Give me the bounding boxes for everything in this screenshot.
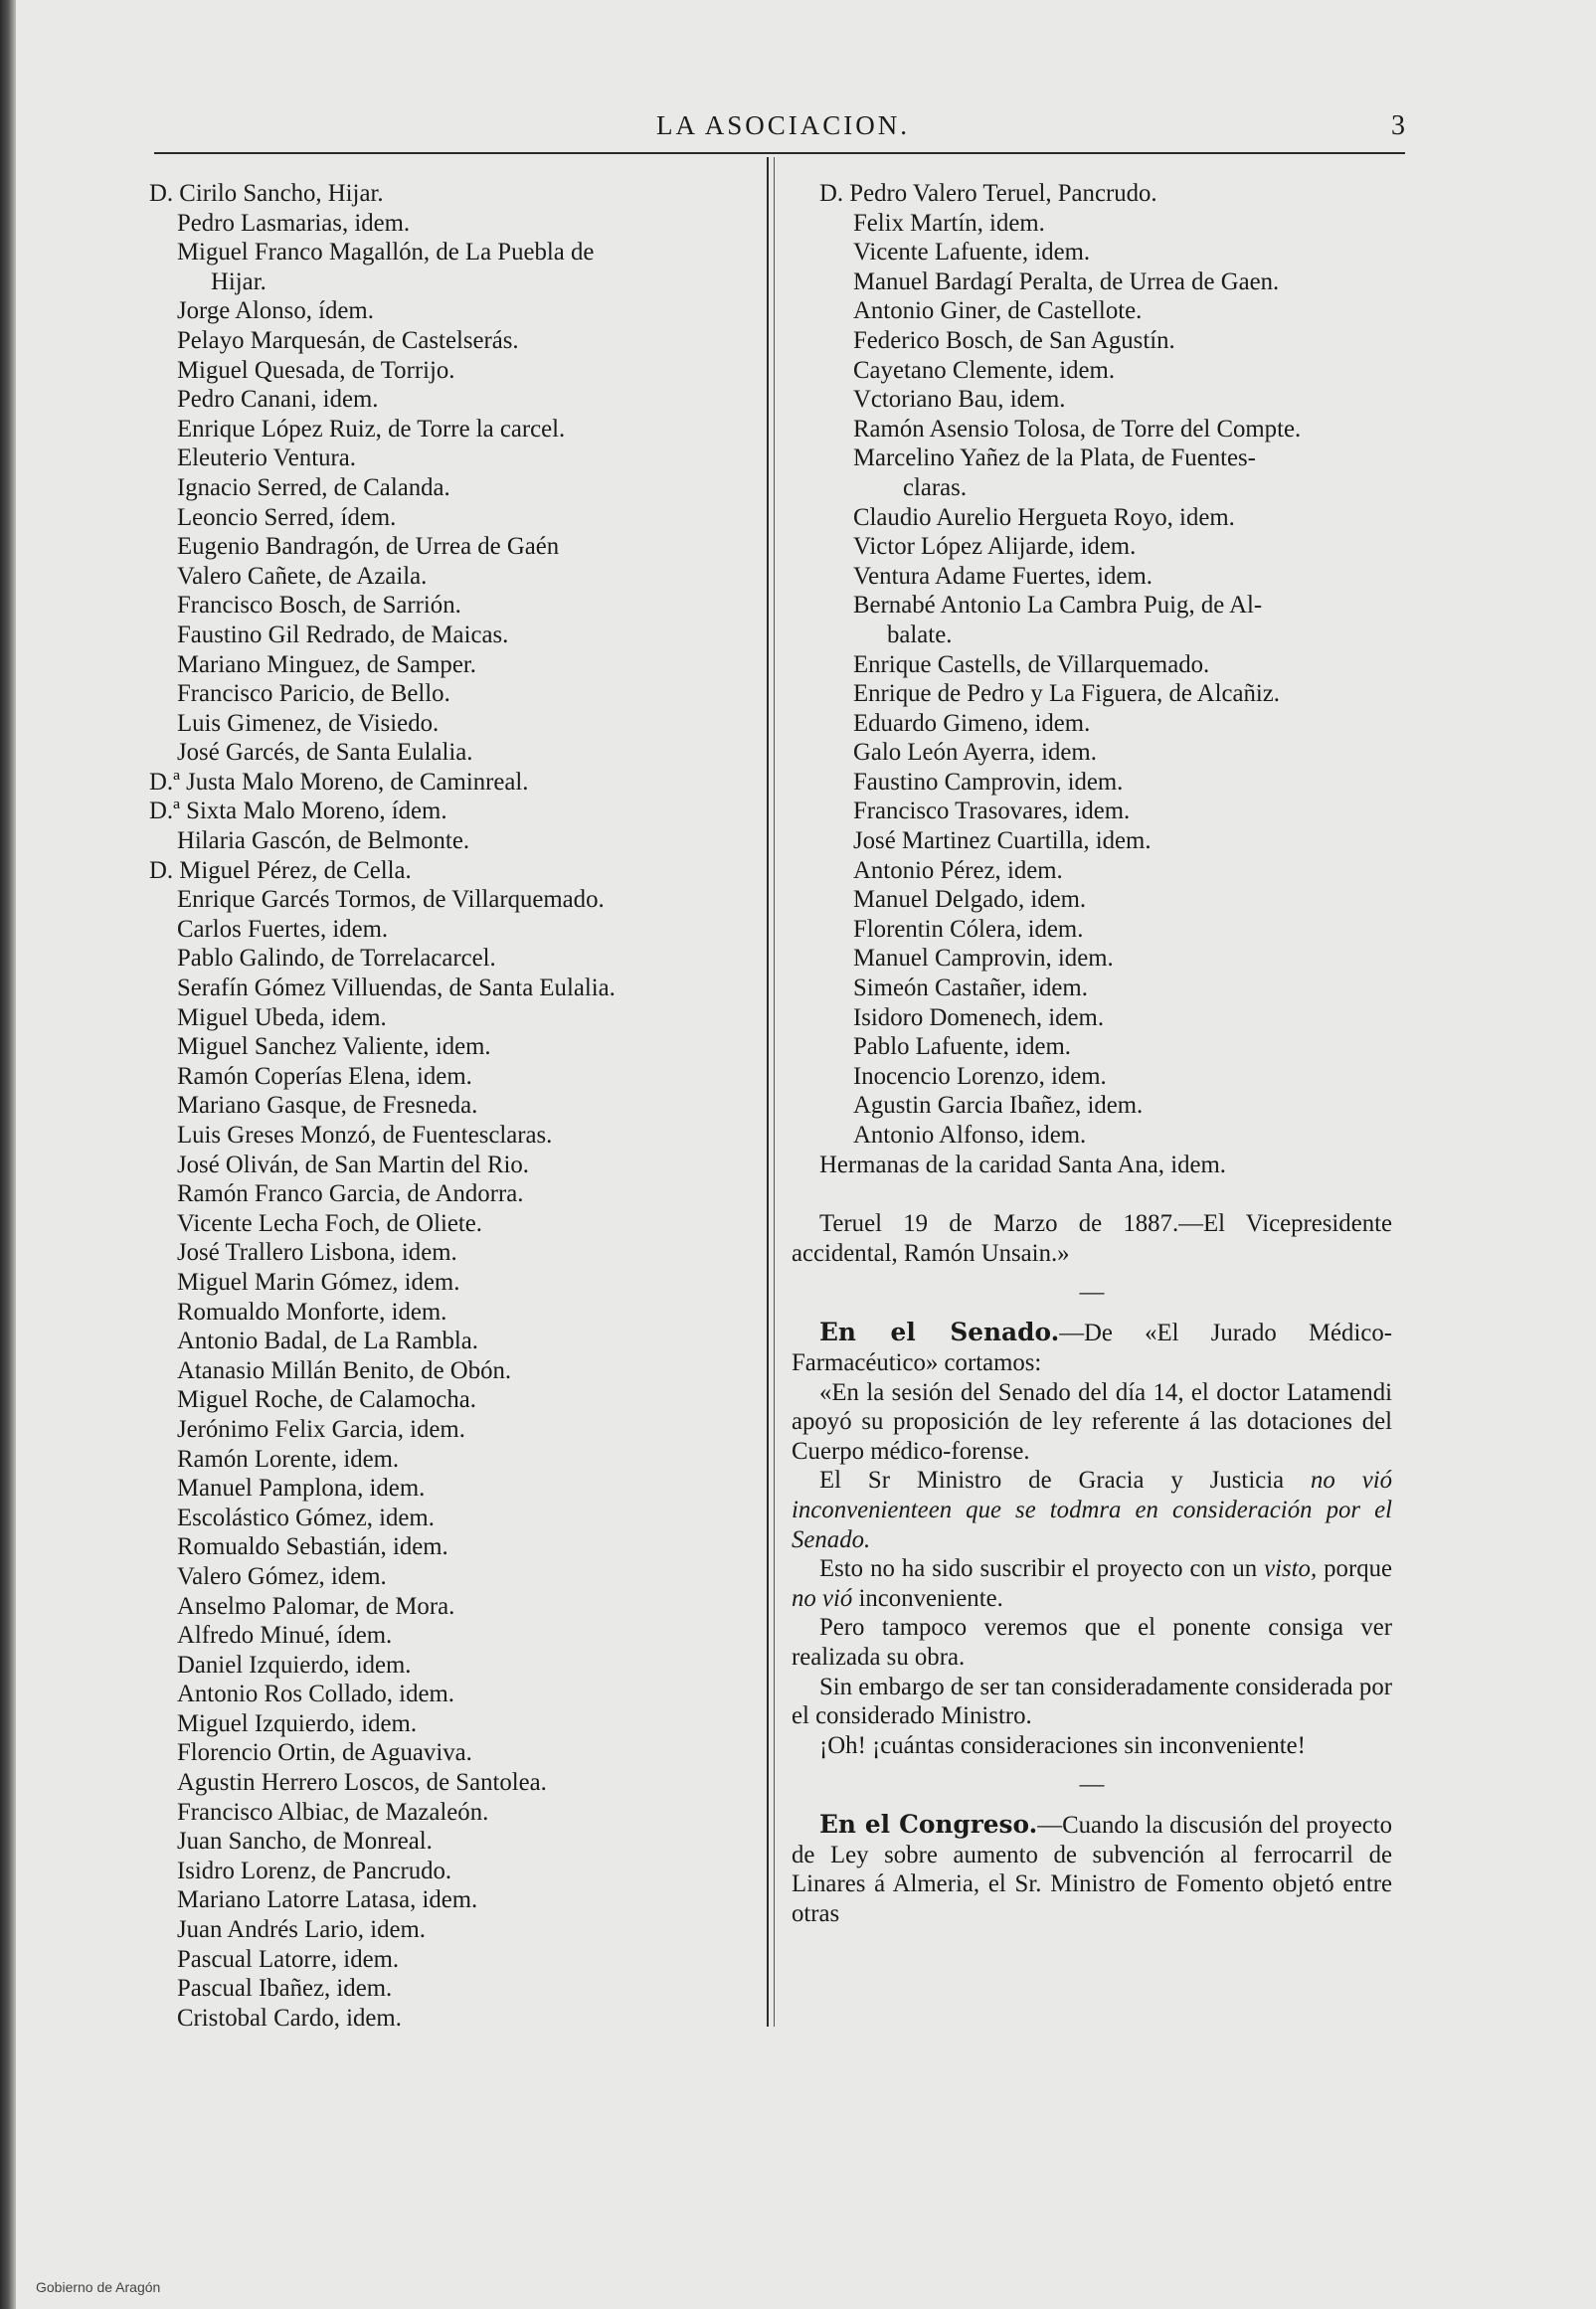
list-item: Felix Martín, idem. xyxy=(853,209,1045,237)
list-item: Ventura Adame Fuertes, idem. xyxy=(853,562,1153,590)
list-item: José Trallero Lisbona, idem. xyxy=(177,1239,457,1267)
list-item: Francisco Bosch, de Sarrión. xyxy=(177,592,461,620)
list-item: Miguel Marin Gómez, idem. xyxy=(177,1268,460,1296)
list-item: Pedro Canani, idem. xyxy=(177,386,379,414)
list-item: Florentin Cólera, idem. xyxy=(853,915,1084,943)
list-item: Alfredo Minué, ídem. xyxy=(177,1622,393,1650)
page-header xyxy=(154,104,1405,154)
list-item: José Garcés, de Santa Eulalia. xyxy=(177,739,473,767)
list-item: Luis Gimenez, de Visiedo. xyxy=(177,709,440,737)
list-item: Daniel Izquierdo, idem. xyxy=(177,1651,412,1679)
list-item: Francisco Albiac, de Mazaleón. xyxy=(177,1798,489,1826)
list-item: D.ª Justa Malo Moreno, de Caminreal. xyxy=(149,768,529,796)
list-item: Enrique de Pedro y La Figuera, de Alcañiz. xyxy=(853,680,1280,708)
running-title: LA ASOCIACION. xyxy=(656,110,911,140)
senado-paragraph-6: ¡Oh! ¡cuántas consideraciones sin inconveniente! xyxy=(819,1731,1306,1759)
list-item: D. Miguel Pérez, de Cella. xyxy=(149,856,412,884)
senado-p2-italic: no vió inconvenienteen que se todmra en consideración por el Senado. xyxy=(792,1467,1392,1553)
list-item: Manuel Pamplona, idem. xyxy=(177,1475,426,1503)
list-item: Romualdo Sebastián, idem. xyxy=(177,1533,448,1561)
list-item: Miguel Roche, de Calamocha. xyxy=(177,1386,476,1414)
list-item: José Martinez Cuartilla, idem. xyxy=(853,827,1152,855)
list-item: Juan Sancho, de Monreal. xyxy=(177,1828,433,1856)
list-item: Pascual Latorre, idem. xyxy=(177,1945,400,1973)
list-item: Eugenio Bandragón, de Urrea de Gaén xyxy=(177,533,560,561)
right-column xyxy=(792,179,1392,1929)
senado-p2-text: El Sr Ministro de Gracia y Justicia xyxy=(819,1467,1285,1495)
list-item: Ramón Asensio Tolosa, de Torre del Compte. xyxy=(853,415,1302,443)
list-item: Escolástico Gómez, idem. xyxy=(177,1504,435,1531)
list-item: Antonio Ros Collado, idem. xyxy=(177,1681,454,1708)
congreso-paragraph xyxy=(792,1810,1392,1928)
list-item: Agustin Herrero Loscos, de Santolea. xyxy=(177,1769,547,1797)
list-item: Francisco Trasovares, idem. xyxy=(853,798,1131,825)
list-item: Anselmo Palomar, de Mora. xyxy=(177,1592,455,1620)
list-item: José Oliván, de San Martin del Rio. xyxy=(177,1151,529,1178)
list-item: Eleuterio Ventura. xyxy=(177,444,356,472)
list-item: Hermanas de la caridad Santa Ana, idem. xyxy=(819,1151,1226,1178)
list-item: Claudio Aurelio Hergueta Royo, idem. xyxy=(853,503,1235,531)
list-item: Enrique López Ruiz, de Torre la carcel. xyxy=(177,415,566,443)
list-item: Atanasio Millán Benito, de Obón. xyxy=(177,1356,512,1384)
list-item: Mariano Latorre Latasa, idem. xyxy=(177,1886,478,1914)
page-number: 3 xyxy=(1391,110,1405,141)
list-item: Enrique Garcés Tormos, de Villarquemado. xyxy=(177,886,605,914)
list-item: Miguel Quesada, de Torrijo. xyxy=(177,356,455,384)
list-item: Antonio Alfonso, idem. xyxy=(853,1122,1087,1149)
list-item: Pedro Lasmarias, idem. xyxy=(177,209,411,237)
list-item: Hilaria Gascón, de Belmonte. xyxy=(177,827,470,855)
list-item: Cristobal Cardo, idem. xyxy=(177,2004,402,2032)
list-item: Antonio Badal, de La Rambla. xyxy=(177,1328,478,1355)
list-item: Eduardo Gimeno, idem. xyxy=(853,709,1091,737)
list-item: Ramón Franco Garcia, de Andorra. xyxy=(177,1180,524,1208)
list-item: Agustin Garcia Ibañez, idem. xyxy=(853,1092,1144,1120)
list-item: Ramón Lorente, idem. xyxy=(177,1445,400,1473)
senado-paragraph-2 xyxy=(792,1466,1392,1554)
list-item: Victor López Alijarde, idem. xyxy=(853,533,1137,561)
list-item: Leoncio Serred, ídem. xyxy=(177,503,397,531)
list-item: Manuel Bardagí Peralta, de Urrea de Gaen. xyxy=(853,267,1280,295)
list-item: D. Pedro Valero Teruel, Pancrudo. xyxy=(819,180,1157,207)
list-item: Juan Andrés Lario, idem. xyxy=(177,1916,426,1944)
list-item: Vctoriano Bau, idem. xyxy=(853,386,1066,414)
senado-paragraph-5: Sin embargo de ser tan consideradamente considerada por el considerado Ministro. xyxy=(792,1673,1392,1730)
list-item: Pablo Galindo, de Torrelacarcel. xyxy=(177,945,496,973)
list-item: Mariano Gasque, de Fresneda. xyxy=(177,1092,478,1120)
list-item: Enrique Castells, de Villarquemado. xyxy=(853,650,1210,678)
congreso-heading: En el Congreso. xyxy=(819,1810,1038,1840)
list-item: Vicente Lecha Foch, de Oliete. xyxy=(177,1209,482,1237)
list-item: balate. xyxy=(887,621,953,648)
list-item: Jorge Alonso, ídem. xyxy=(177,297,374,325)
senado-p3-b: porque xyxy=(1324,1555,1392,1583)
senado-heading: En el Senado. xyxy=(819,1318,1060,1347)
list-item: Ramón Coperías Elena, idem. xyxy=(177,1062,472,1090)
senado-intro-text: —De «El Jurado Médico-Farmacéutico» cortamos: xyxy=(792,1320,1392,1376)
list-item: Manuel Camprovin, idem. xyxy=(853,945,1114,973)
list-item: claras. xyxy=(903,473,968,501)
senado-paragraph-4: Pero tampoco veremos que el ponente consiga ver realizada su obra. xyxy=(792,1614,1392,1671)
list-item: Antonio Giner, de Castellote. xyxy=(853,297,1143,325)
list-item: Valero Gómez, idem. xyxy=(177,1562,387,1590)
list-item: Faustino Gil Redrado, de Maicas. xyxy=(177,621,509,648)
list-item: Serafín Gómez Villuendas, de Santa Eulalia. xyxy=(177,975,616,1002)
list-item: D. Cirilo Sancho, Hijar. xyxy=(149,180,384,207)
list-item: Isidoro Domenech, idem. xyxy=(853,1003,1105,1031)
list-item: Pascual Ibañez, idem. xyxy=(177,1975,393,2003)
separator-dash: — xyxy=(1079,1279,1105,1307)
list-item: Miguel Sanchez Valiente, idem. xyxy=(177,1033,491,1061)
list-item: Bernabé Antonio La Cambra Puig, de Al- xyxy=(853,592,1263,620)
list-item: Galo León Ayerra, idem. xyxy=(853,739,1097,767)
list-item: Romualdo Monforte, idem. xyxy=(177,1298,447,1326)
left-column xyxy=(149,179,746,2033)
list-item: Pablo Lafuente, idem. xyxy=(853,1033,1071,1061)
list-item: Vicente Lafuente, idem. xyxy=(853,239,1091,266)
senado-paragraph-1: «En la sesión del Senado del día 14, el doctor Latamendi apoyó su proposición de ley referente á las dotaciones del Cuerpo médico-forense. xyxy=(792,1378,1392,1465)
list-item: Pelayo Marquesán, de Castelserás. xyxy=(177,326,519,354)
list-item: Marcelino Yañez de la Plata, de Fuentes- xyxy=(853,444,1256,472)
list-item: Miguel Franco Magallón, de La Puebla de xyxy=(177,239,595,266)
list-item: Faustino Camprovin, idem. xyxy=(853,768,1124,796)
list-item: Antonio Pérez, idem. xyxy=(853,856,1063,884)
senado-intro xyxy=(792,1318,1392,1377)
spacer xyxy=(792,1179,1392,1209)
list-item: Francisco Paricio, de Bello. xyxy=(177,680,450,708)
list-item: Valero Cañete, de Azaila. xyxy=(177,562,428,590)
list-item: D.ª Sixta Malo Moreno, ídem. xyxy=(149,798,447,825)
list-item: Federico Bosch, de San Agustín. xyxy=(853,326,1175,354)
senado-p3-a: Esto no ha sido suscribir el proyecto con un xyxy=(819,1555,1258,1583)
list-item: Ignacio Serred, de Calanda. xyxy=(177,473,450,501)
congreso-text: —Cuando la discusión del proyecto de Ley sobre aumento de subvención al ferrocarril de Linares á Almeria, el Sr. Ministro de Fomento objetó entre otras xyxy=(792,1812,1392,1928)
senado-paragraph-3 xyxy=(792,1554,1392,1613)
senado-p3-italic-2: no vió xyxy=(792,1584,853,1612)
list-item: Luis Greses Monzó, de Fuentesclaras. xyxy=(177,1122,553,1149)
watermark: Gobierno de Aragón xyxy=(36,2279,161,2295)
list-item: Miguel Izquierdo, idem. xyxy=(177,1709,418,1737)
signature-paragraph: Teruel 19 de Marzo de 1887.—El Vicepresidente accidental, Ramón Unsain.» xyxy=(792,1210,1392,1267)
list-item: Isidro Lorenz, de Pancrudo. xyxy=(177,1857,452,1884)
senado-p3-italic-1: visto, xyxy=(1264,1555,1318,1583)
separator-dash: — xyxy=(1079,1771,1105,1799)
list-item: Miguel Ubeda, idem. xyxy=(177,1003,387,1031)
senado-p3-c: inconveniente. xyxy=(858,1584,1003,1612)
column-divider xyxy=(767,157,775,2027)
list-item: Inocencio Lorenzo, idem. xyxy=(853,1062,1107,1090)
list-item: Carlos Fuertes, idem. xyxy=(177,915,389,943)
list-item: Manuel Delgado, idem. xyxy=(853,886,1087,914)
list-item: Mariano Minguez, de Samper. xyxy=(177,650,476,678)
list-item: Simeón Castañer, idem. xyxy=(853,975,1088,1002)
list-item: Hijar. xyxy=(211,267,266,295)
list-item: Cayetano Clemente, idem. xyxy=(853,356,1116,384)
binding-shadow xyxy=(0,0,16,2309)
list-item: Jerónimo Felix Garcia, idem. xyxy=(177,1415,465,1443)
list-item: Florencio Ortin, de Aguaviva. xyxy=(177,1739,472,1767)
